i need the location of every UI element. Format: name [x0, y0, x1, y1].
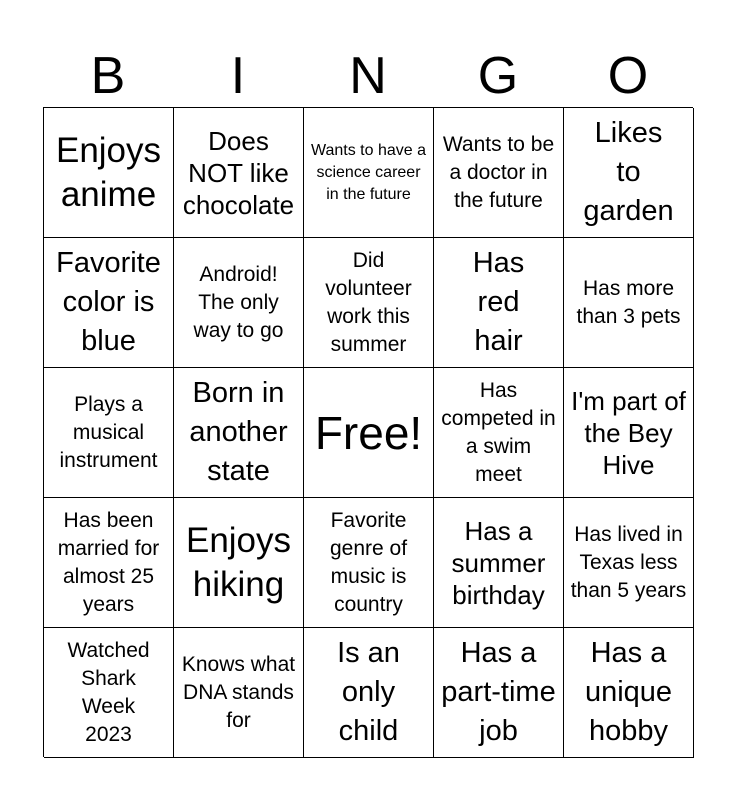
cell-text: Born in another state — [189, 377, 288, 487]
cell-text: Likes to garden — [583, 117, 674, 227]
header-letter-n: N — [349, 47, 387, 105]
bingo-cell — [434, 628, 564, 758]
bingo-cell — [564, 108, 694, 238]
bingo-header — [43, 44, 693, 108]
cell-text: Has been married for almost 25 years — [57, 508, 160, 616]
bingo-cell — [434, 238, 564, 368]
cell-text: Has red hair — [472, 247, 525, 357]
cell-text: I'm part of the Bey Hive — [571, 385, 686, 480]
cell-text: Favorite genre of music is country — [329, 508, 408, 616]
bingo-cell — [564, 368, 694, 498]
cell-text: Has a summer birthday — [451, 515, 546, 610]
cell-text: Has more than 3 pets — [576, 276, 681, 328]
cell-text: Has lived in Texas less than 5 years — [570, 522, 687, 602]
bingo-cell — [304, 628, 434, 758]
bingo-cell — [434, 108, 564, 238]
header-letter-b: B — [90, 47, 126, 105]
bingo-cell — [174, 498, 304, 628]
cell-text: Watched Shark Week 2023 — [67, 638, 150, 746]
bingo-cell — [44, 108, 174, 238]
cell-text: Enjoys hiking — [185, 520, 292, 604]
bingo-cell — [44, 238, 174, 368]
cell-text: Did volunteer work this summer — [325, 248, 412, 356]
cell-text: Knows what DNA stands for — [181, 652, 296, 732]
cell-text: Is an only child — [337, 637, 400, 747]
cell-text: Has competed in a swim meet — [441, 378, 556, 486]
bingo-card-grid — [43, 107, 693, 757]
bingo-cell — [174, 628, 304, 758]
cell-text: Does NOT like chocolate — [182, 125, 295, 220]
bingo-cell — [44, 368, 174, 498]
cell-text: Favorite color is blue — [56, 247, 161, 357]
bingo-cell — [304, 498, 434, 628]
header-letter-o: O — [607, 47, 649, 105]
cell-text: Enjoys anime — [55, 130, 162, 214]
bingo-cell — [304, 238, 434, 368]
bingo-cell — [564, 498, 694, 628]
cell-text: Has a unique hobby — [584, 637, 673, 747]
bingo-cell — [434, 368, 564, 498]
free-space-cell — [304, 368, 434, 498]
cell-text: Android! The only way to go — [193, 262, 284, 342]
bingo-cell — [304, 108, 434, 238]
cell-text: Plays a musical instrument — [59, 392, 158, 472]
bingo-cell — [174, 108, 304, 238]
free-space-text: Free! — [314, 406, 423, 459]
cell-text: Wants to be a doctor in the future — [442, 132, 555, 212]
bingo-cell — [44, 628, 174, 758]
header-letter-i: I — [230, 47, 246, 105]
bingo-cell — [174, 368, 304, 498]
bingo-cell — [564, 238, 694, 368]
bingo-cell — [44, 498, 174, 628]
bingo-cell — [564, 628, 694, 758]
bingo-cell — [174, 238, 304, 368]
cell-text: Has a part-time job — [441, 637, 556, 747]
bingo-cell — [434, 498, 564, 628]
cell-text: Wants to have a science career in the future — [310, 141, 427, 203]
header-letter-g: G — [477, 47, 519, 105]
